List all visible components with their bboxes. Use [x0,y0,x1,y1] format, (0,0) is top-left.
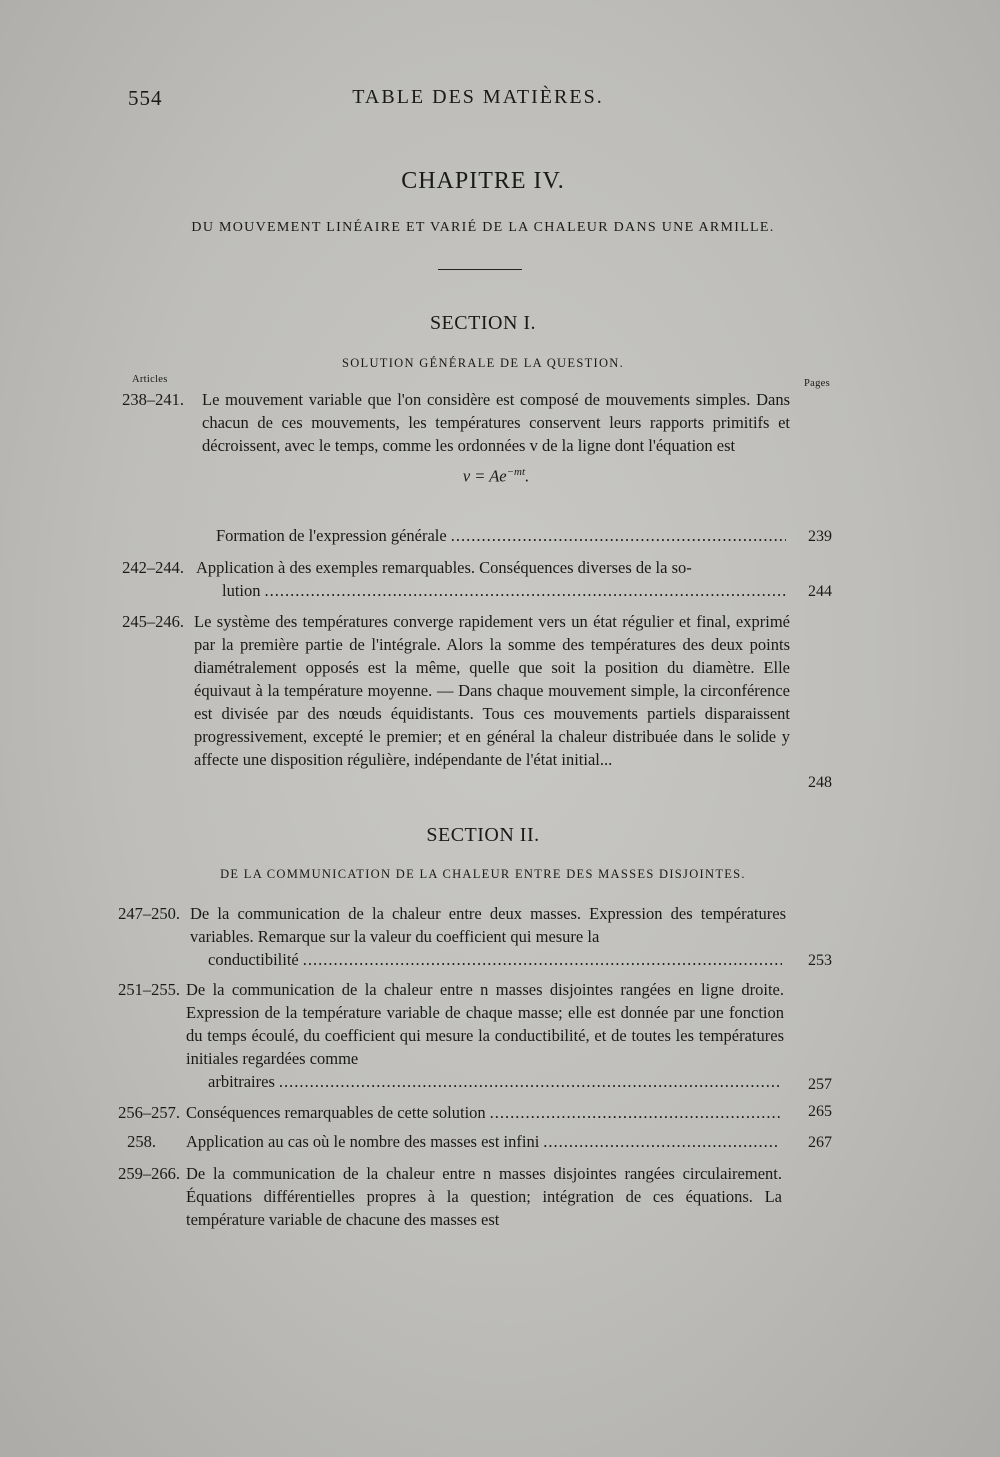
entry-articles: 245–246. [122,612,184,631]
formula-base: v = Ae [462,466,507,486]
dot-leader [451,524,786,547]
entry-leader-line [208,948,786,971]
entry-formula [202,461,790,488]
entry-page: 253 [808,952,832,969]
section-1-subtitle: SOLUTION GÉNÉRALE DE LA QUESTION. [341,356,625,370]
entry-articles: 259–266. [118,1164,180,1183]
divider-rule [438,269,522,270]
entry-leader-line [222,579,790,602]
entry-page: 248 [808,774,832,791]
dot-leader [490,1101,780,1124]
entry-final-line: Formation de l'expression générale [216,526,447,545]
entry-articles: 251–255. [118,980,180,999]
articles-column-label: Articles [132,374,168,385]
running-title: TABLE DES MATIÈRES. [352,86,604,108]
page-header [128,86,828,120]
dot-leader [265,579,786,602]
dot-leader [303,948,782,971]
entry-text: Le système des températures converge rapidement vers un état régulier et final, exprimé par la première partie de l'intégrale. Alors la somme des températures des deux points diamétralement opposés est la même, quelle que soit la position du diamètre. Elle équivaut à la température moyenne. — Dans chaque mouvement simple, la circonférence est divisée par des nœuds équidistants. Tous ces mouvements partiels disparaissent progressivement, excepté le premier; et en général la chaleur distribuée dans le solide y affecte une disposition régulière, indépendante de l'état initial... [194,612,790,769]
entry-text: De la communication de la chaleur entre n masses disjointes rangées circulairement. Équations différentielles propres à la question; intégration de ces équations. La température variable de chacune des masses est [186,1164,782,1229]
entry-description [190,902,786,948]
entry-description [186,978,784,1070]
entry-leader-line [216,524,790,547]
formula-exponent: −mt [506,466,526,478]
pages-column-label: Pages [804,378,830,389]
entry-page: 267 [808,1134,832,1151]
dot-leader [543,1130,780,1153]
entry-final-line: lution [222,581,261,600]
entry-final-line: Application au cas où le nombre des masses est infini [186,1132,540,1151]
entry-articles: 256–257. [118,1103,180,1122]
entry-description [194,610,790,771]
entry-page: 265 [808,1103,832,1120]
entry-articles: 247–250. [118,904,180,923]
entry-final-line: conductibilité [208,950,299,969]
entry-articles: 238–241. [122,390,184,409]
entry-text: Le mouvement variable que l'on considère est composé de mouvements simples. Dans chacun de ces mouvements, les températures conservent leurs rapports primitifs et décroissent, avec le temps, comme les ordonnées v de la ligne dont l'équation est [202,390,790,455]
entry-articles: 242–244. [122,558,184,577]
entry-description [186,1162,782,1231]
entry-final-line: Conséquences remarquables de cette solution [186,1103,486,1122]
formula-tail: . [525,466,530,486]
entry-articles: 258. [127,1132,156,1151]
entry-text: De la communication de la chaleur entre n masses disjointes rangées en ligne droite. Expression de la température variable de chaque masse; elle est donnée par une fonction du temps écoulé, du coefficient qui mesure la conductibilité, et de toutes les températures initiales regardées comme [186,980,784,1068]
entry-description [202,388,790,494]
page-number: 554 [128,86,163,110]
entry-description [196,556,790,579]
entry-leader-line [186,1130,784,1153]
chapter-title: CHAPITRE IV. [401,168,565,194]
entry-page: 244 [808,583,832,600]
section-2-title: SECTION II. [426,824,540,846]
chapter-subtitle: DU MOUVEMENT LINÉAIRE ET VARIÉ DE LA CHALEUR DANS UNE ARMILLE. [191,220,775,235]
entry-leader-line [208,1070,784,1093]
entry-page: 239 [808,528,832,545]
dot-leader [279,1070,780,1093]
section-2-subtitle: DE LA COMMUNICATION DE LA CHALEUR ENTRE DES MASSES DISJOINTES. [220,867,746,881]
entry-text: De la communication de la chaleur entre deux masses. Expression des températures variables. Remarque sur la valeur du coefficient qui mesure la [190,904,786,946]
entry-final-line: arbitraires [208,1072,275,1091]
entry-page: 257 [808,1076,832,1093]
section-1-title: SECTION I. [429,312,537,334]
entry-text: Application à des exemples remarquables. Conséquences diverses de la so- [196,558,692,577]
entry-leader-line [186,1101,784,1124]
